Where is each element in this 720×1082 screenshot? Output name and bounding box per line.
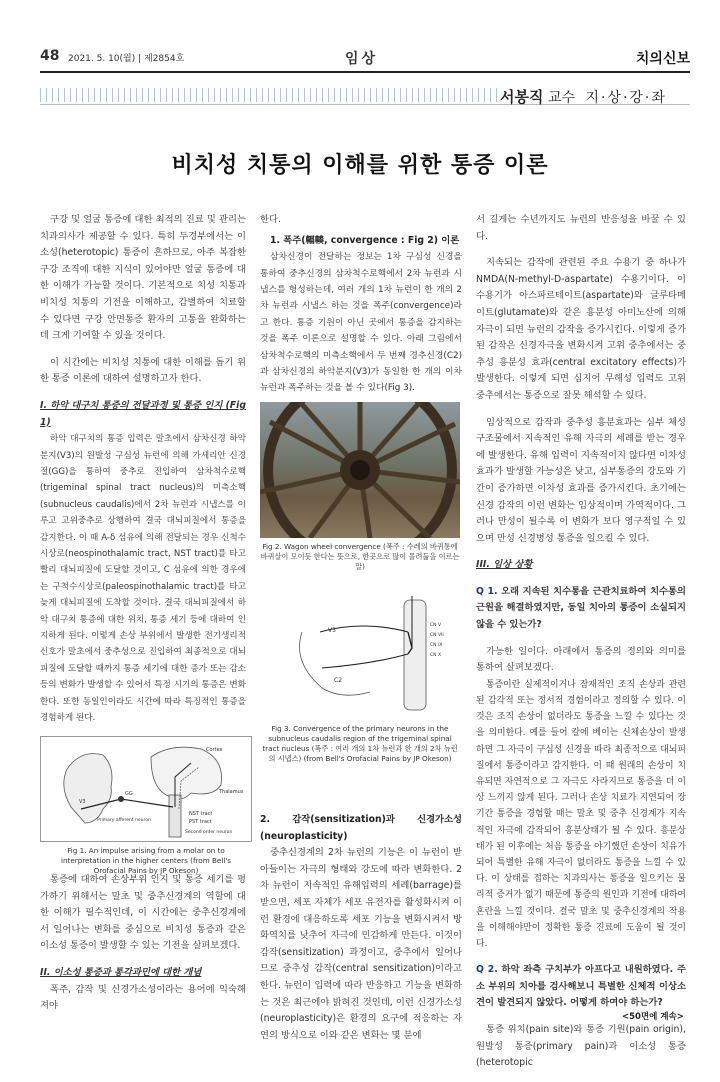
label-c2: C2: [334, 677, 343, 684]
decorative-bar: [40, 88, 500, 102]
label-v3: V3: [79, 799, 86, 805]
paragraph: 이 시간에는 비치성 치통에 대한 이해를 돕기 위한 통증 이론에 대하여 설명하고자 한다.: [40, 356, 246, 385]
paragraph: 삼차신경이 전달하는 정보는 1차 구심성 신경을 통하여 중추신경의 삼차척수로핵에서 2차 뉴런과 시냅스를 형성하는데, 여러 개의 1차 뉴런이 한 개의 2차 뉴런과 시냅스 하는 것을 폭주(convergence)라고 한다. 통증 기원이 아닌 곳에서 통증을 감지하는 것을 폭주 이론으로 설명할 수 있다. 아래 그림에서 삼차척수로핵의 미측소핵에서 두 번째 경추신경(C2)과 삼차신경의 하악분지(V3)가 동일한 한 개의 이차 뉴런과 폭주하는 것을 볼 수 있다(Fig 3).: [260, 252, 462, 394]
question-text: 오래 지속된 치수통을 근관치료하여 치수통의 근원을 해결하였지만, 동일 치아의 통증이 소실되지 않을 수 있는가?: [476, 585, 686, 631]
section-heading: I. 하악 대구치 통증의 전달과정 및 통증 인지 (Fig 1): [40, 399, 246, 428]
continued-note: <50면에 계속>: [622, 1012, 684, 1022]
paragraph: 하악 대구치의 통증 입력은 말초에서 삼차신경 하악 분지(V3)의 원발성 구심성 뉴런에 의해 가세리안 신경절(GG)을 통하여 중추로 진입하여 삼차척수로핵(trigeminal spinal tract nucleus)의 미측소핵(subnucleus caudalis)에서 2차 뉴런과 시냅스를 이루고 고위중추로 상행하여 결국 대뇌피질에서 통증을 감지한다. 이 때 A-δ 섬유에 의해 전달되는 경우 신척수시상로(neospinothalamic tract, NST tract)를 타고 빨리 대뇌피질에 도달할 것이고, C 섬유에 의한 경우에는 구척수시상로(paleospinothalamic tract)를 타고 늦게 대뇌피질에 도착할 것이다. 결국 대뇌피질에서 하악 대구치 통증에 대한 위치, 통증 세기 등에 대하여 인지하게 된다. 이렇게 손상 부위에서 발생한 전기생리적 신호가 말초에서 중추성으로 진입하여 최종적으로 대뇌피질에 도달할 때까지 통증 세기에 대한 증가 또는 감소 등의 변화가 발생할 수 있어서 특정 시기의 통증은 변화한다. 또한 동일인이라도 시간에 따라 특징적인 통증을 경험하게 된다.: [40, 434, 246, 724]
label-nst: NST tract: [189, 811, 213, 817]
article-title: 비치성 치통의 이해를 위한 통증 이론: [171, 153, 549, 178]
column-2: [260, 212, 462, 407]
label-primary: Primary afferent neuron: [97, 818, 151, 823]
subsection-heading: 1. 폭주(輻輳, convergence : Fig 2) 이론: [270, 234, 460, 246]
figure-1: [40, 736, 252, 842]
label-v3: V3: [328, 627, 336, 634]
wagon-wheel-image: [260, 402, 460, 538]
column-3: [476, 212, 686, 1082]
paragraph: 한다.: [260, 214, 281, 225]
paragraph: 임상적으로 감작과 중추성 흥분효과는 심부 체성 구조물에서 지속적인 유해 자극의 세례를 받는 경우에 발생한다. 유해 입력이 지속적이지 않다면 이차성 효과가 발생할 가능성은 낮고, 심부통증의 강도와 기간이 증가하면 이차성 효과를 증가시킨다. 초기에는 신경 감작의 이런 변화는 임상적이며 가역적이다. 그러나 만성이 될수록 이 변화가 보다 영구적일 수 있으며 만성 신경병성 통증을 일으킬 수 있다.: [476, 416, 686, 544]
figure-1-caption: Fig 1. An impulse arising from a molar on to interpretation in the higher centers (from Bell's Orofacial Pains by JP Okeson): [60, 846, 232, 875]
label-cn5: CN V: [430, 623, 442, 628]
label-thalamus: Thalamus: [219, 789, 244, 795]
section-name: 임상: [345, 51, 379, 67]
series-name: 지·상·강·좌: [585, 90, 667, 106]
paragraph: 구강 및 얼굴 통증에 대한 최적의 진료 및 관리는 치과의사가 제공할 수 있다. 특히 두경부에서는 이소성(heterotopic) 통증이 흔하므로, 아주 복잡한 구강 조직에 대한 지식이 있어야만 얼굴 통증에 대한 이해가 가능할 것이다. 기본적으로 치성 치통과 비치성 치통의 기전을 이해하고, 감별하여 치료할 수 있다면 구강 안면통증 환자의 고통을 완화하는데 크게 기여할 수 있을 것이다.: [40, 214, 246, 342]
section-heading: II. 이소성 통증과 통각과민에 대한 개념: [40, 966, 202, 978]
question-label: Q 1.: [476, 585, 498, 597]
spinal-nucleus: [404, 600, 426, 710]
column-2-bottom: [260, 812, 462, 1044]
gg-node: [118, 796, 124, 802]
figure-3: [262, 592, 460, 718]
paragraph: 통증 위치(pain site)와 통증 기원(pain origin), 원발성 통증(primary pain)과 이소성 통증(heterotopic: [476, 1024, 686, 1069]
question-label: Q 2.: [476, 964, 498, 976]
column-1-bottom: [40, 872, 246, 1015]
paragraph: 통증이란 실제적이거나 잠재적인 조직 손상과 관련된 감각적 또는 정서적 경험이라고 정의할 수 있다. 이것은 조직 손상이 없더라도 통증을 느낄 수 있다는 것을 의미한다. 예를 들어 칼에 베이는 신체손상이 발생하면 그 자극이 구심성 신경을 따라 최종적으로 대뇌피질에서 통증이라고 감지한다. 이 때 원래의 손상이 치유되면 자연적으로 그 자극도 사라지므로 통증을 더 이상 느끼지 않게 된다. 그러나 손상 치료가 지연되어 장기간 통증을 경험할 때는 말초 및 중추 신경계가 지속적인 자극에 감작되어 흥분상태가 될 수 있다. 흥분상태가 된 이후에는 처음 통증을 야기했던 손상이 치유가 되어 특별한 유해 자극이 없더라도 통증을 느낄 수 있다. 이 상태를 접하는 치과의사는 통증을 일으키는 물리적 증거가 없기 때문에 통증의 원인과 기전에 대하여 혼란을 느낄 것이다. 결국 말초 및 중추신경계의 작용을 이해해야만이 정확한 통증 진료에 도움이 될 것이다.: [476, 679, 686, 950]
paragraph: 폭주, 감작 및 신경가소성이라는 용어에 익숙해져야: [40, 983, 246, 1012]
label-pst: PST tract: [189, 819, 212, 825]
label-cortex: Cortex: [206, 747, 223, 753]
header-rule: [40, 71, 690, 73]
column-tag: [500, 86, 667, 107]
label-cn7: CN VII: [430, 633, 444, 638]
figure-2: [260, 402, 460, 538]
label-cn10: CN X: [430, 653, 442, 658]
label-second: Second order neuron: [185, 830, 233, 835]
column-1: [40, 212, 246, 736]
paragraph: 중추신경계의 2차 뉴런의 기능은 이 뉴런이 받아들이는 자극의 형태와 강도에 따라 변화한다. 2차 뉴런이 지속적인 유해입력의 세례(barrage)를 받으면, 세포 자체가 세포 유전자를 활성화시켜 이런 환경에 대응하도록 세포 기능을 변화시켜서 방화역치를 낮추어 자극에 민감하게 만든다. 이것이 감작(sensitization) 과정이고, 중추에서 일어나므로 중추성 감작(central sensitization)이라고 한다. 뉴런이 입력에 따라 반응하고 기능을 변화하는 것은 최근에야 밝혀진 것인데, 이런 신경가소성(neuroplasticity)은 환경의 요구에 적응하는 자연의 방식으로 이와 같은 변화는 몇 분에: [260, 847, 462, 1041]
section-heading: III. 임상 상황: [476, 559, 533, 571]
paragraph: 지속되는 감작에 관련된 주요 수용기 중 하나가 NMDA(N-methyl-D-aspartate) 수용기이다. 이 수용기가 아스파르테이트(aspartate)와 글루타메이트(glutamate)와 같은 흥분성 아미노산에 의해 자극이 되면 뉴런의 감작을 증가시킨다. 이렇게 증가된 감작은 신경자극을 변화시켜 고위 중추에서는 중추성 흥분성 효과(central excitatory effects)가 발생한다. 이렇게 되면 심지어 무해성 입력도 고위 중추에서는 통증으로 잘못 해석할 수 있다.: [476, 257, 686, 401]
question-text: 하악 좌측 구치부가 아프다고 내원하였다. 주소 부위의 치아를 검사해보니 특별한 신체적 이상소견이 발견되지 않았다. 어떻게 하여야 하는가?: [476, 964, 686, 1009]
author-name: 서봉직: [500, 88, 544, 106]
author-role: 교수: [547, 90, 575, 106]
brain-outline: [151, 747, 222, 799]
page-header: [40, 48, 690, 70]
paragraph: 서 길게는 수년까지도 뉴런의 반응성을 바꿀 수 있다.: [476, 214, 686, 242]
subsection-heading: 2. 감작(sensitization)과 신경가소성(neuroplasticity): [260, 814, 462, 842]
paragraph: 통증에 대하여 손상부위 인지 및 통증 세기를 평가하기 위해서는 말초 및 중추신경계의 역할에 대한 이해가 필수적인데, 이 시간에는 중추신경계에서 일어나는 변화를 중심으로 비치성 통증과 같은 이소성 통증이 발생할 수 있는 기전을 살펴보겠다.: [40, 874, 246, 952]
c2-fiber: [322, 654, 408, 668]
newspaper-name: 치의신보: [635, 51, 690, 67]
figure-3-caption: Fig 3. Convergence of the primary neurons in the subnucleus caudalis region of the trigeminal spinal tract nucleus (폭주 : 여러 개의 1차 뉴런과 한 개의 2차 뉴런의 시냅스) (from Bell's Orofacial Pains by JP Okeson): [262, 724, 458, 763]
page-number: 48: [40, 48, 60, 64]
issue-date: 2021. 5. 10(월) | 제2854호: [68, 54, 185, 64]
label-gg: GG: [125, 791, 133, 797]
question-1: [476, 584, 686, 634]
question-2: [476, 962, 686, 1012]
paragraph: 가능한 일이다. 아래에서 통증의 정의와 의미를 통하여 살펴보겠다.: [476, 645, 686, 674]
figure-2-caption: Fig 2. Wagon wheel convergence (폭주 : 수레의 바퀴통에 바퀴살이 모이듯 한다는 뜻으로, 한곳으로 많이 몰려듦을 이르는 말): [260, 542, 460, 571]
label-cn9: CN IX: [430, 643, 443, 648]
